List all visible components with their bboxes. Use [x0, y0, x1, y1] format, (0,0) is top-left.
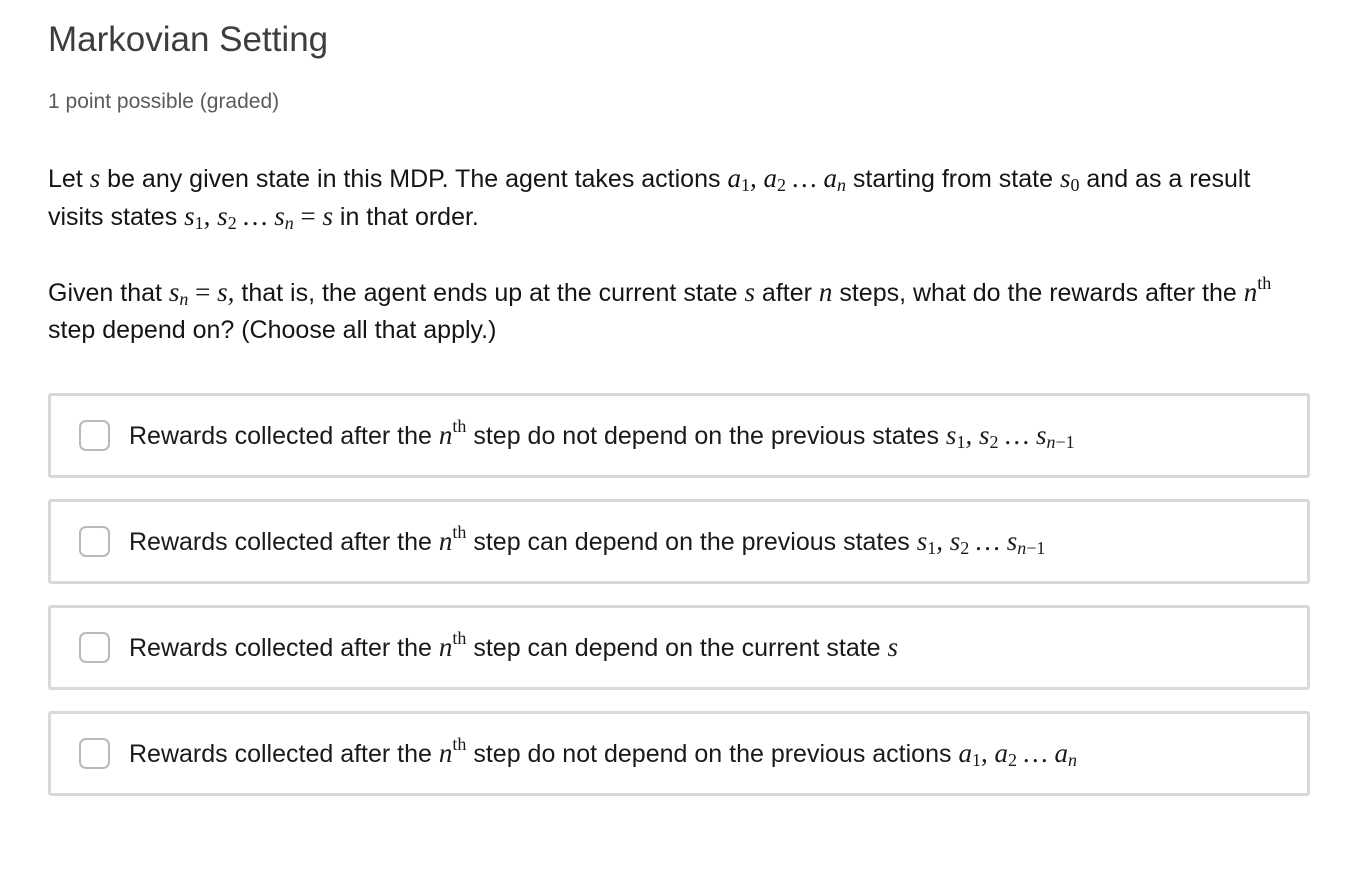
text-segment: that is, the agent ends up at the current state	[234, 279, 745, 307]
text-segment: Rewards collected after the	[129, 528, 439, 556]
superscript-th: th	[452, 734, 467, 754]
text-segment: Rewards collected after the	[129, 740, 439, 768]
problem-statement-paragraph-1	[48, 160, 1298, 236]
points-possible-label: 1 point possible (graded)	[48, 90, 280, 113]
math-s: s	[744, 277, 755, 307]
text-segment: and as a result visits states	[48, 165, 1251, 231]
problem-title: Markovian Setting	[48, 20, 329, 59]
problem-statement-paragraph-2	[48, 274, 1298, 349]
choice-label	[129, 736, 1077, 771]
text-segment: starting from state	[845, 165, 1060, 193]
math-n: n	[438, 526, 453, 556]
text-segment: Given that	[48, 279, 169, 307]
choice-label	[129, 524, 1045, 559]
text-segment: step can depend on the current state	[466, 634, 888, 662]
checkbox[interactable]	[79, 526, 110, 557]
superscript-th: th	[1257, 273, 1272, 293]
math-n: n	[438, 632, 453, 662]
math-actions: $a_1$, $a_2$ … $a_n$	[958, 738, 1077, 770]
text-segment: step depend on? (Choose all that apply.)	[48, 316, 497, 344]
math-n: n	[818, 277, 833, 307]
text-segment: Let	[48, 165, 90, 193]
math-states: $s_1$, $s_2$ … $s_n = s$	[184, 201, 333, 233]
choice-option-2[interactable]	[48, 499, 1310, 584]
checkbox[interactable]	[79, 738, 110, 769]
text-segment: Rewards collected after the	[129, 422, 439, 450]
math-states: $s_1$, $s_2$ … $s_{n-1}$	[916, 526, 1046, 558]
text-segment: be any given state in this MDP. The agent takes actions	[100, 165, 728, 193]
math-states: $s_1$, $s_2$ … $s_{n-1}$	[945, 420, 1075, 452]
choice-option-3[interactable]	[48, 605, 1310, 690]
choice-option-1[interactable]	[48, 393, 1310, 478]
math-n: n	[1243, 277, 1258, 307]
text-segment: step can depend on the previous states	[466, 528, 917, 556]
choice-label	[129, 630, 898, 665]
text-segment: steps, what do the rewards after the	[832, 279, 1244, 307]
superscript-th: th	[452, 628, 467, 648]
text-segment: after	[754, 279, 819, 307]
math-sn-equals-s: $s_n = s$,	[168, 277, 235, 309]
math-s: s	[89, 163, 101, 193]
problem-container	[48, 0, 1310, 817]
choice-option-4[interactable]	[48, 711, 1310, 796]
math-s0: $s_0$	[1059, 163, 1080, 195]
text-segment: Rewards collected after the	[129, 634, 439, 662]
checkbox[interactable]	[79, 420, 110, 451]
checkbox[interactable]	[79, 632, 110, 663]
text-segment: in that order.	[332, 203, 479, 231]
math-n: n	[438, 738, 453, 768]
math-actions: $a_1$, $a_2$ … $a_n$	[727, 163, 846, 195]
math-s: s	[887, 632, 899, 662]
text-segment: step do not depend on the previous states	[466, 422, 946, 450]
superscript-th: th	[452, 416, 467, 436]
choice-label	[129, 418, 1075, 453]
math-n: n	[438, 420, 453, 450]
text-segment: step do not depend on the previous actions	[466, 740, 959, 768]
choice-list	[48, 393, 1310, 796]
superscript-th: th	[452, 522, 467, 542]
